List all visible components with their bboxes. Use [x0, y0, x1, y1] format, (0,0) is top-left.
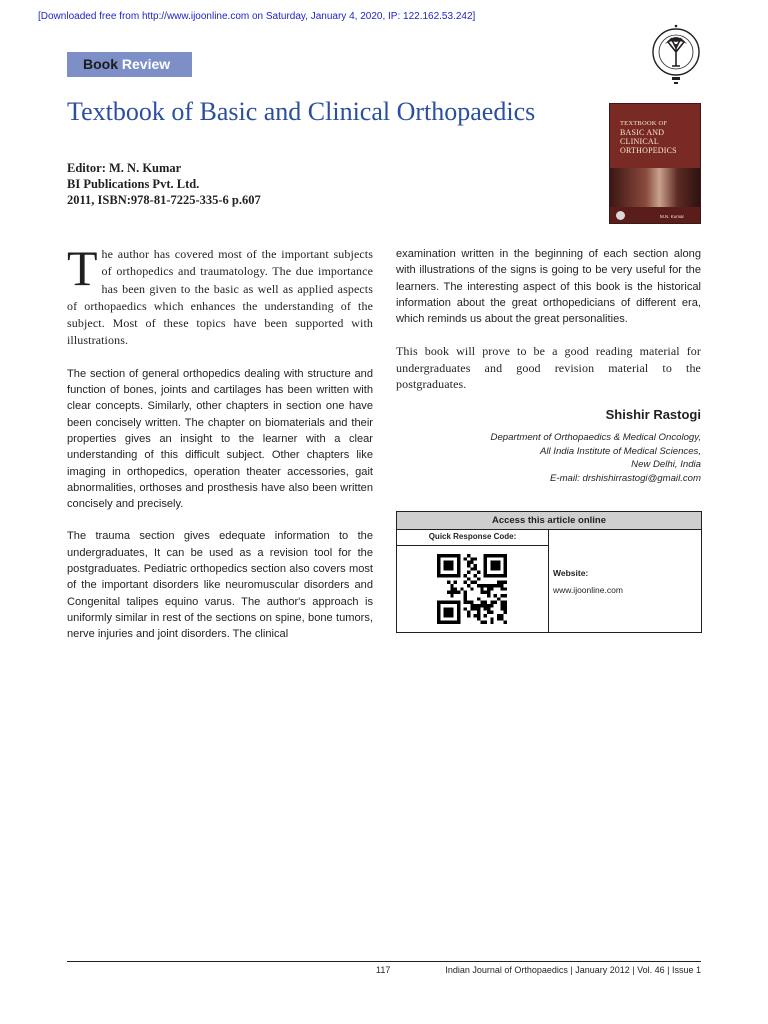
cover-title — [620, 120, 696, 155]
publisher-logo-icon — [616, 211, 625, 220]
cover-title-line3: ORTHOPEDICS — [620, 145, 677, 155]
access-article-box — [396, 511, 702, 633]
cover-illustration — [610, 168, 700, 208]
paragraph-1-text: he author has covered most of the important subjects of orthopedics and traumatology. The due importance has been given to the basic as well as applied aspects of orthopaedics which enhances the understanding of the subject. Most of these topics have been supported with illustrations. — [67, 247, 373, 348]
cover-title-line1: TEXTBOOK OF — [620, 120, 668, 127]
right-column — [396, 246, 701, 408]
download-note: [Downloaded free from http://www.ijoonline.com on Saturday, January 4, 2020, IP: 122.162.53.242] — [38, 11, 476, 22]
book-cover-image — [609, 103, 701, 224]
section-badge-word2: Review — [121, 56, 171, 72]
cover-title-line2: BASIC AND CLINICAL — [620, 127, 665, 146]
book-meta — [67, 160, 261, 208]
affiliation-email[interactable]: E-mail: drshishirrastogi@gmail.com — [549, 472, 701, 484]
website-label: Website: — [553, 568, 589, 578]
left-column — [67, 240, 373, 659]
book-editor: Editor: M. N. Kumar — [67, 161, 182, 175]
book-details: 2011, ISBN:978-81-7225-335-6 p.607 — [67, 193, 261, 207]
affiliation-city: New Delhi, India — [631, 459, 701, 470]
affiliation-institute: All India Institute of Medical Sciences, — [539, 445, 701, 457]
paragraph-3: The trauma section gives edequate information to the undergraduates, It can be used as a revision tool for the postgraduates. Pediatric orthopedics section also covers most of the important disorders like neuromuscular disorders and Congenital talipes equino varus. The author's approach is uniformly similar in rest of the sections on spine, bone tumors, nerve injuries and joint disorders. The clinical — [67, 530, 373, 641]
reviewer-name: Shishir Rastogi — [605, 407, 701, 422]
section-badge-word1: Book — [83, 56, 118, 72]
book-publisher: BI Publications Pvt. Ltd. — [67, 177, 200, 191]
qr-cell — [397, 530, 549, 632]
paragraph-4: examination written in the beginning of each section along with illustrations of the signs is going to be very useful for the learners. The interesting aspect of this book is the historical information about the great orthopedicians of different era, which reminds us about the great personalities. — [396, 248, 701, 326]
qr-code-icon[interactable] — [437, 554, 507, 624]
journal-seal-icon — [651, 22, 701, 90]
drop-cap: T — [67, 240, 98, 296]
journal-info: Indian Journal of Orthopaedics | January 2012 | Vol. 46 | Issue 1 — [445, 965, 701, 975]
article-title: Textbook of Basic and Clinical Orthopaedics — [67, 97, 536, 126]
cover-author: M.N. Kumar — [659, 214, 684, 219]
access-box-header: Access this article online — [397, 512, 701, 530]
reviewer-affiliation — [491, 431, 701, 485]
qr-label: Quick Response Code: — [397, 530, 548, 546]
paragraph-2: The section of general orthopedics dealing with structure and function of bones, joints and cartilages has been written with clear concepts. Similarly, other chapters in section one have been concisely written. The chapter on biomaterials and their properties gives an insight to the learner with a clear understanding of this difficult subject. Other chapters like imaging in orthopedics, operation theater accessories, gait abnormalities, orthoses and prosthesis have also been written concisely and precisely. — [67, 367, 373, 511]
section-badge — [67, 52, 192, 77]
paragraph-5: This book will prove to be a good reading material for undergraduates and good revision material to the postgraduates. — [396, 344, 701, 392]
paragraph-1 — [67, 240, 373, 350]
page-number: 117 — [376, 965, 391, 975]
footer-divider — [67, 961, 701, 962]
website-link[interactable]: www.ijoonline.com — [553, 585, 623, 595]
affiliation-dept: Department of Orthopaedics & Medical Oncology, — [490, 432, 701, 443]
